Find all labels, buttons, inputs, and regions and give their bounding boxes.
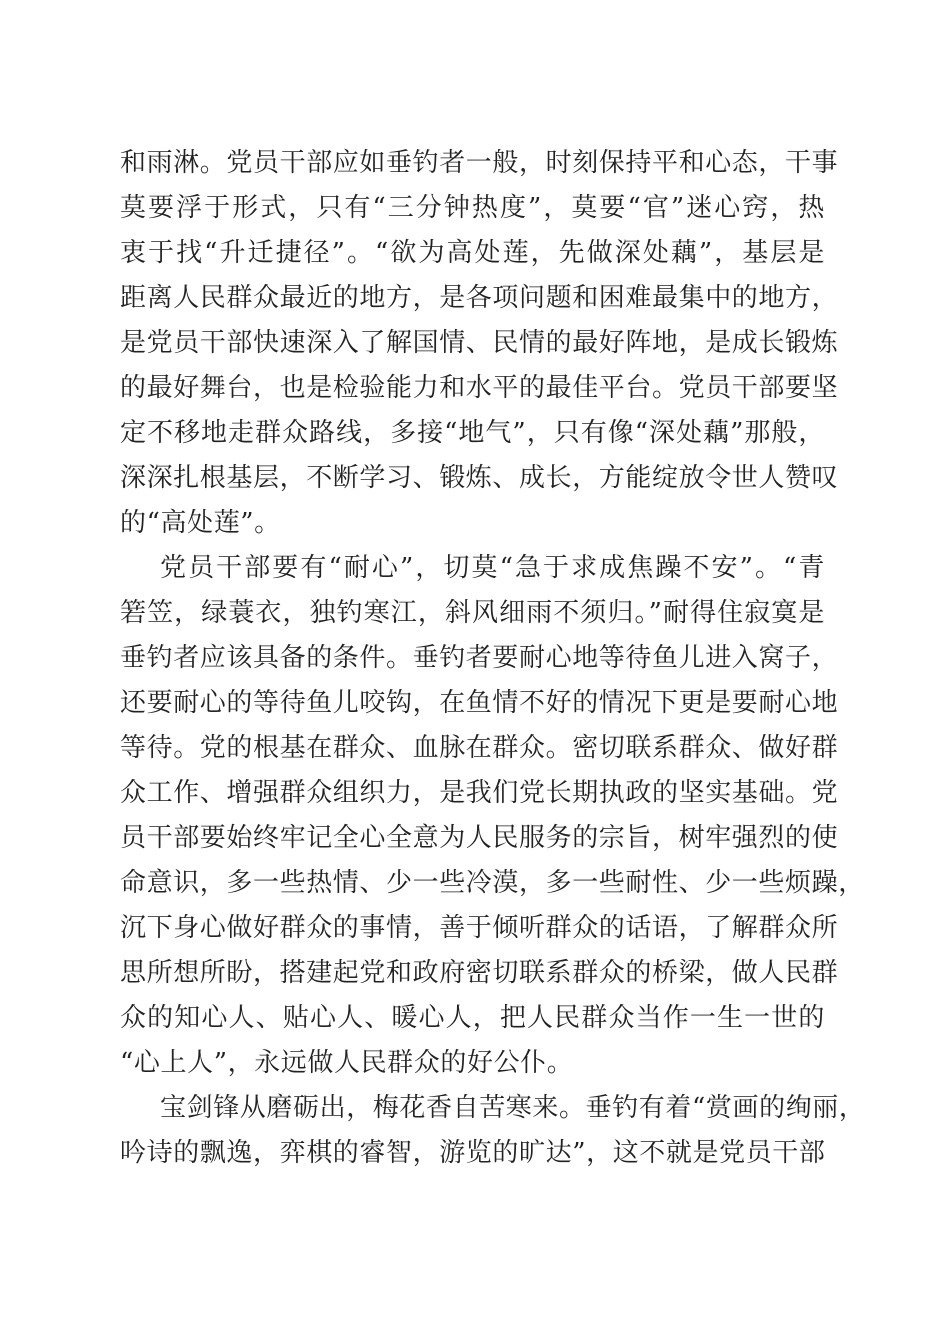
text-line: 吟诗的飘逸，弈棋的睿智，游览的旷达”，这不就是党员干部 xyxy=(120,1138,826,1168)
text-line: 垂钓者应该具备的条件。垂钓者要耐心地等待鱼儿进入窝子， xyxy=(120,643,839,673)
text-line: 员干部要始终牢记全心全意为人民服务的宗旨，树牢强烈的使 xyxy=(120,823,839,853)
text-line: 思所想所盼，搭建起党和政府密切联系群众的桥梁，做人民群 xyxy=(120,958,839,988)
text-line: 是党员干部快速深入了解国情、民情的最好阵地，是成长锻炼 xyxy=(120,328,839,358)
text-line: 还要耐心的等待鱼儿咬钩，在鱼情不好的情况下更是要耐心地 xyxy=(120,688,839,718)
text-line: 的最好舞台，也是检验能力和水平的最佳平台。党员干部要坚 xyxy=(120,373,839,403)
text-line: 命意识，多一些热情、少一些冷漠，多一些耐性、少一些烦躁， xyxy=(120,868,865,898)
text-line: “心上人”，永远做人民群众的好公仆。 xyxy=(120,1048,574,1078)
paragraph-first-line: 宝剑锋从磨砺出，梅花香自苦寒来。垂钓有着“赏画的绚丽， xyxy=(160,1093,866,1123)
paragraph-first-line: 党员干部要有“耐心”，切莫“急于求成焦躁不安”。“青 xyxy=(160,553,825,583)
text-line: 众的知心人、贴心人、暖心人，把人民群众当作一生一世的 xyxy=(120,1003,825,1033)
text-line: 众工作、增强群众组织力，是我们党长期执政的坚实基础。党 xyxy=(120,778,839,808)
text-line: 距离人民群众最近的地方，是各项问题和困难最集中的地方， xyxy=(120,283,839,313)
text-line: 定不移地走群众路线，多接“地气”，只有像“深处藕”那般， xyxy=(120,418,825,448)
text-line: 沉下身心做好群众的事情，善于倾听群众的话语，了解群众所 xyxy=(120,913,839,943)
text-line: 的“高处莲”。 xyxy=(120,508,281,538)
text-line: 等待。党的根基在群众、血脉在群众。密切联系群众、做好群 xyxy=(120,733,839,763)
text-line: 衷于找“升迁捷径”。“欲为高处莲，先做深处藕”，基层是 xyxy=(120,238,825,268)
text-line: 莫要浮于形式，只有“三分钟热度”，莫要“官”迷心窍，热 xyxy=(120,193,825,223)
text-line: 箬笠，绿蓑衣，独钓寒江，斜风细雨不须归。”耐得住寂寞是 xyxy=(120,598,825,628)
text-line: 深深扎根基层，不断学习、锻炼、成长，方能绽放令世人赞叹 xyxy=(120,463,839,493)
text-line: 和雨淋。党员干部应如垂钓者一般，时刻保持平和心态，干事 xyxy=(120,148,839,178)
